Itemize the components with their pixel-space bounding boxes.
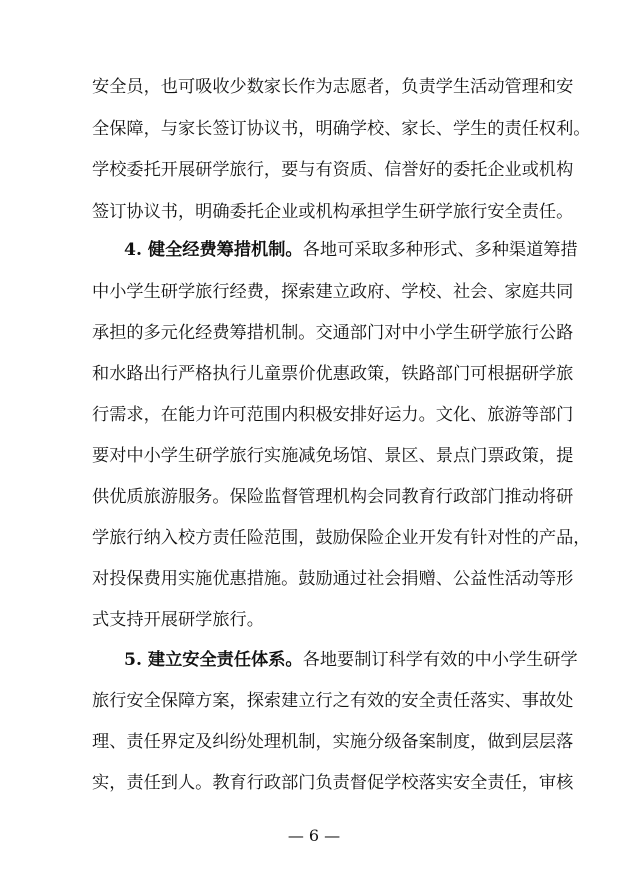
page-number: — 6 —: [287, 826, 341, 845]
body-text-line: 承担的多元化经费筹措机制。交通部门对中小学生研学旅行公路: [92, 323, 574, 343]
section-5-lead-text: 各地要制订科学有效的中小学生研学: [302, 650, 578, 670]
body-text-line: 要对中小学生研学旅行实施减免场馆、景区、景点门票政策，提: [92, 446, 574, 466]
body-text-line: 和水路出行严格执行儿童票价优惠政策，铁路部门可根据研学旅: [92, 364, 574, 384]
body-text-line: 签订协议书，明确委托企业或机构承担学生研学旅行安全责任。: [92, 202, 574, 222]
section-5-heading: 5. 建立安全责任体系。: [124, 650, 303, 670]
body-text-line: 学旅行纳入校方责任险范围，鼓励保险企业开发有针对性的产品，: [92, 528, 591, 548]
section-4-heading: 4. 健全经费筹措机制。: [124, 240, 303, 260]
body-text-line: 对投保费用实施优惠措施。鼓励通过社会捐赠、公益性活动等形: [92, 569, 574, 589]
body-text-line: 学校委托开展研学旅行，要与有资质、信誉好的委托企业或机构: [92, 160, 574, 180]
body-text-line: 行需求，在能力许可范围内积极安排好运力。文化、旅游等部门: [92, 405, 574, 425]
body-text-line: 供优质旅游服务。保险监督管理机构会同教育行政部门推动将研: [92, 487, 574, 507]
section-4-first-line: [124, 235, 578, 265]
section-4-lead-text: 各地可采取多种形式、多种渠道筹措: [302, 240, 578, 260]
body-text-line: 实，责任到人。教育行政部门负责督促学校落实安全责任，审核: [92, 773, 574, 793]
section-5-first-line: [124, 645, 578, 675]
body-text-line: 理、责任界定及纠纷处理机制，实施分级备案制度，做到层层落: [92, 732, 574, 752]
body-text-line: 中小学生研学旅行经费，探索建立政府、学校、社会、家庭共同: [92, 282, 574, 302]
body-text-line: 全保障，与家长签订协议书，明确学校、家长、学生的责任权利。: [92, 119, 591, 139]
body-text-line: 安全员，也可吸收少数家长作为志愿者，负责学生活动管理和安: [92, 77, 574, 97]
body-text-line: 式支持开展研学旅行。: [92, 610, 264, 630]
body-text-line: 旅行安全保障方案，探索建立行之有效的安全责任落实、事故处: [92, 691, 574, 711]
